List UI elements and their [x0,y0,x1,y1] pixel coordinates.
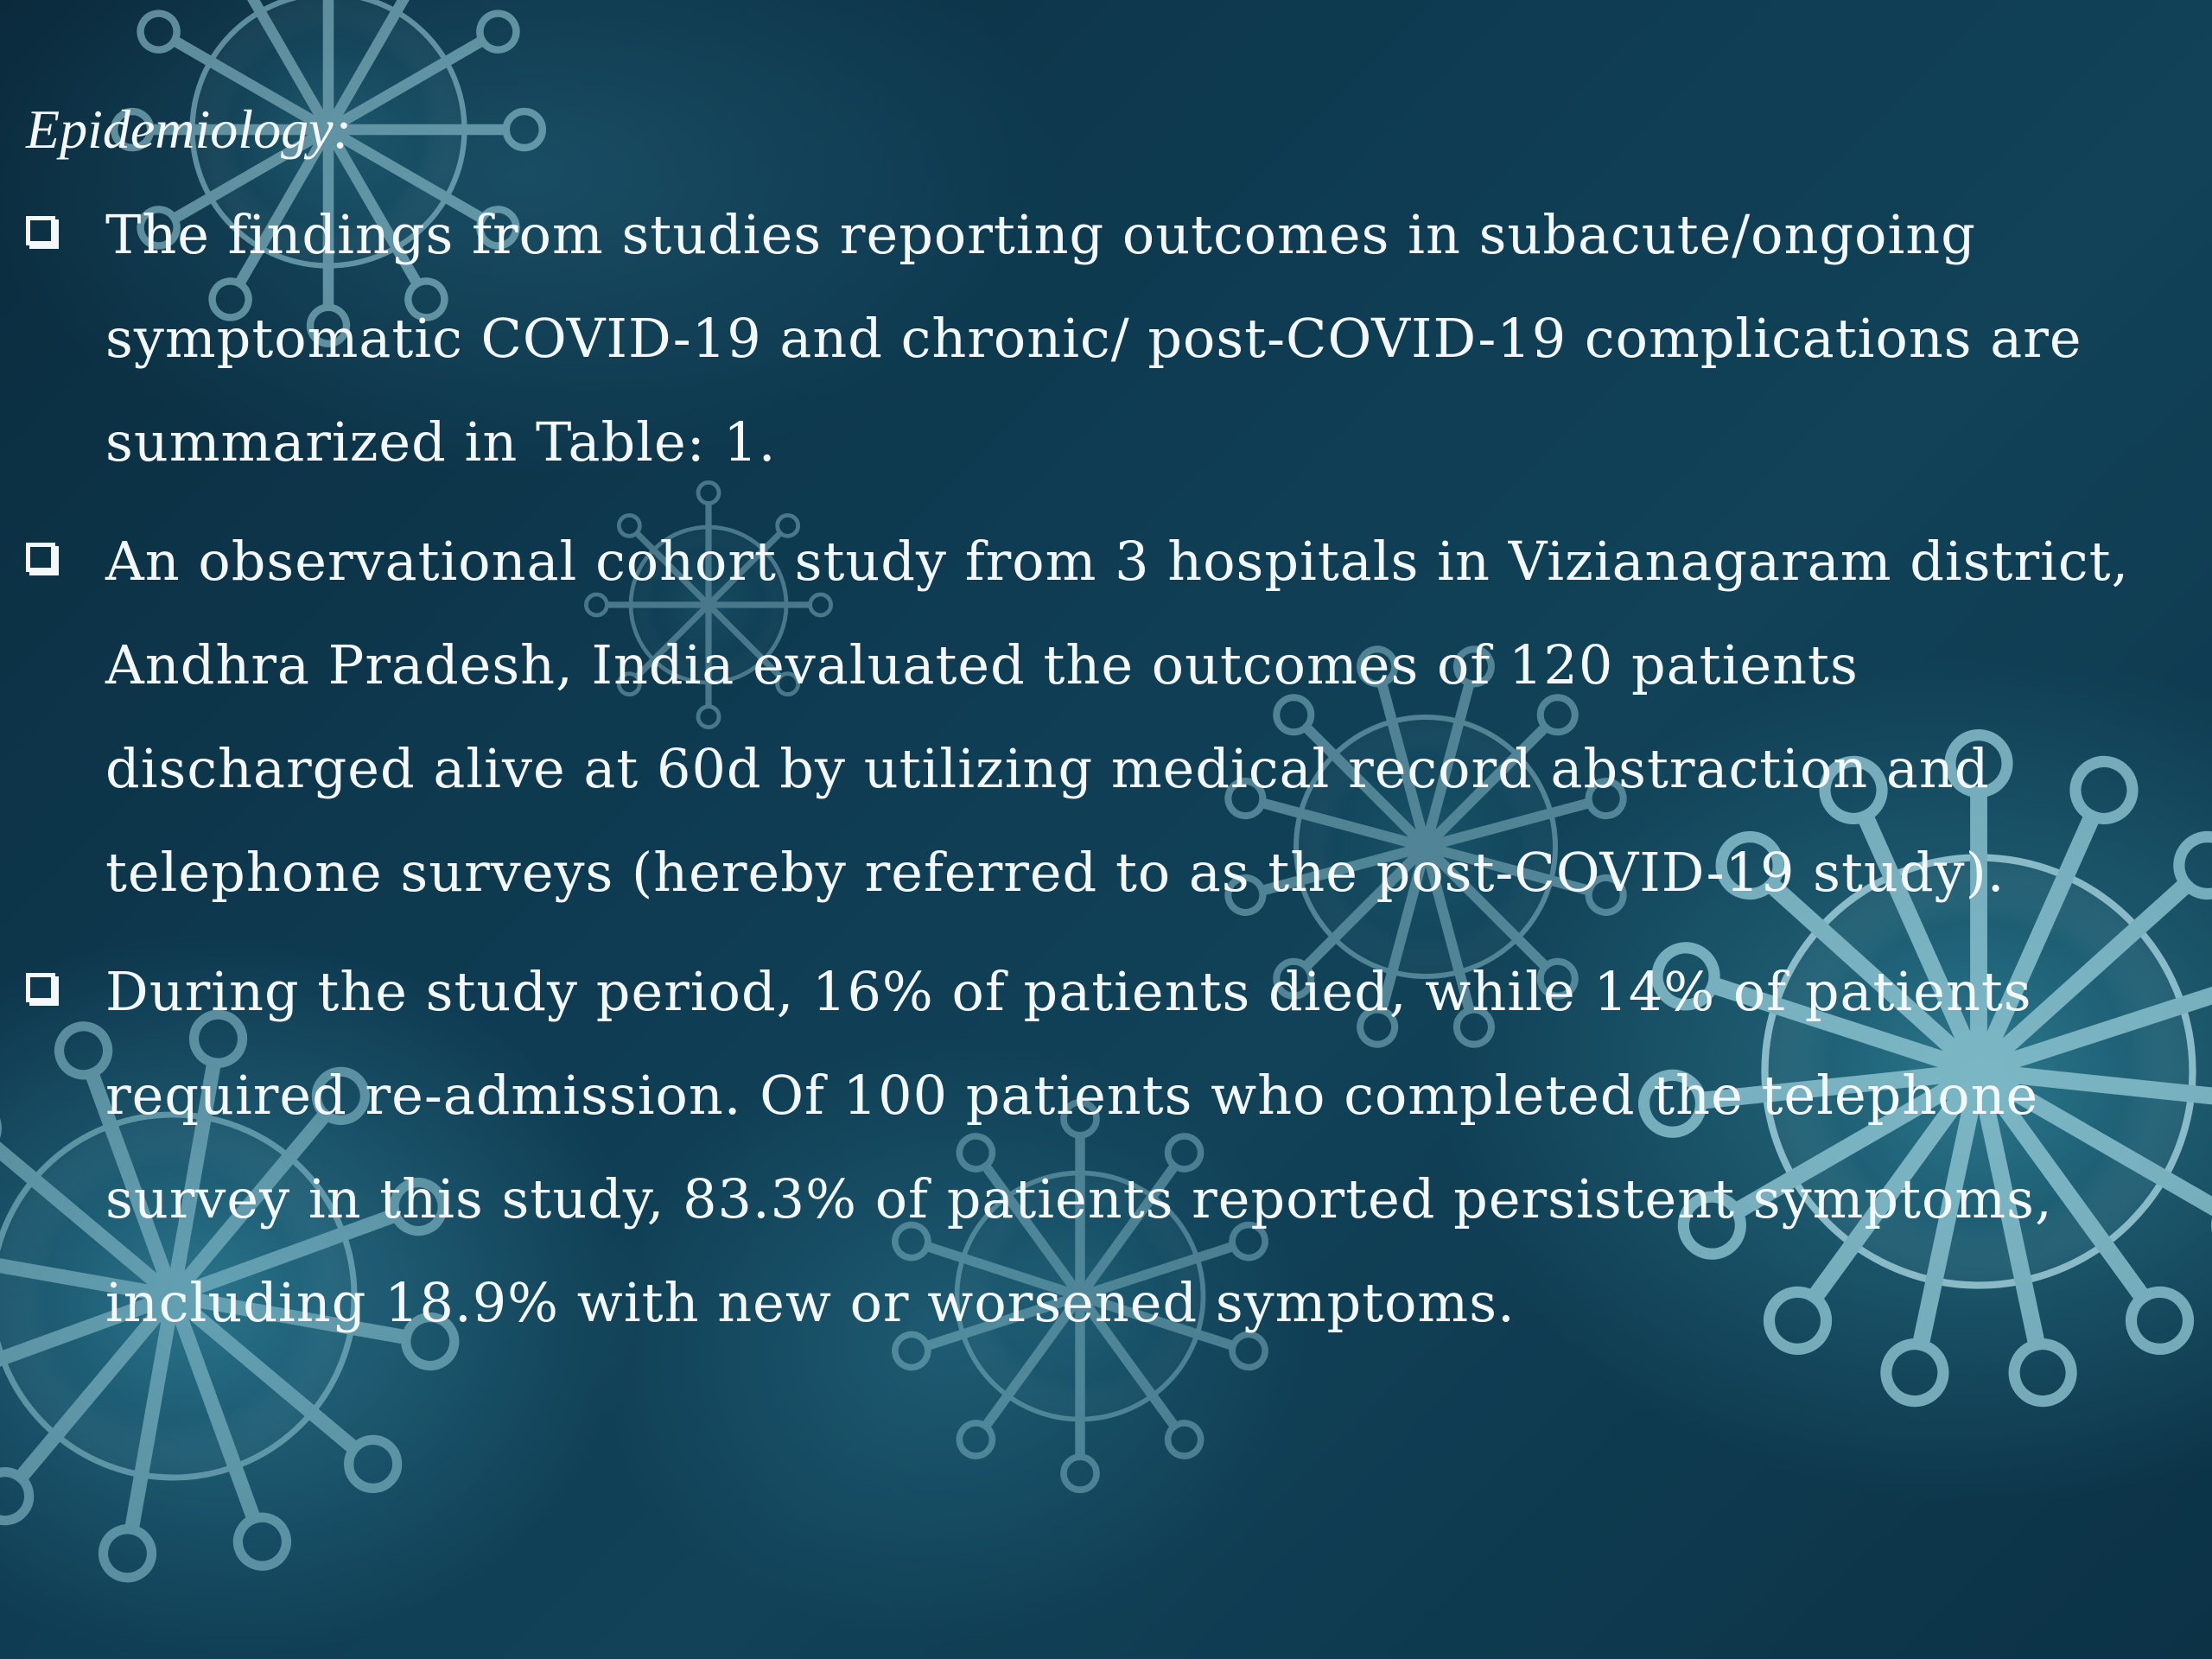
bullet-item [26,183,2177,494]
checkbox-icon [26,973,55,1002]
bullet-item [26,510,2177,925]
slide-heading: Epidemiology: [26,99,352,160]
slide-content [26,86,2177,1370]
bullet-text: During the study period, 16% of patients died, while 14% of patients required re-admission. Of 100 patients who completed the telephone survey in this study, 83.3% of patients reported persistent symptoms, including 18.9% with new or worsened symptoms. [105,960,2053,1334]
bullet-text: The findings from studies reporting outcomes in subacute/ongoing symptomatic COVID-19 and chronic/ post-COVID-19 complications are summarized in Table: 1. [105,203,2082,474]
checkbox-icon [26,216,55,245]
bullet-text: An observational cohort study from 3 hospitals in Vizianagaram district, Andhra Pradesh, India evaluated the outcomes of 120 patients discharged alive at 60d by utilizing medical record abstraction and telephone surveys (hereby referred to as the post-COVID-19 study). [105,530,2130,904]
checkbox-icon [26,543,55,572]
bullet-item [26,940,2177,1355]
